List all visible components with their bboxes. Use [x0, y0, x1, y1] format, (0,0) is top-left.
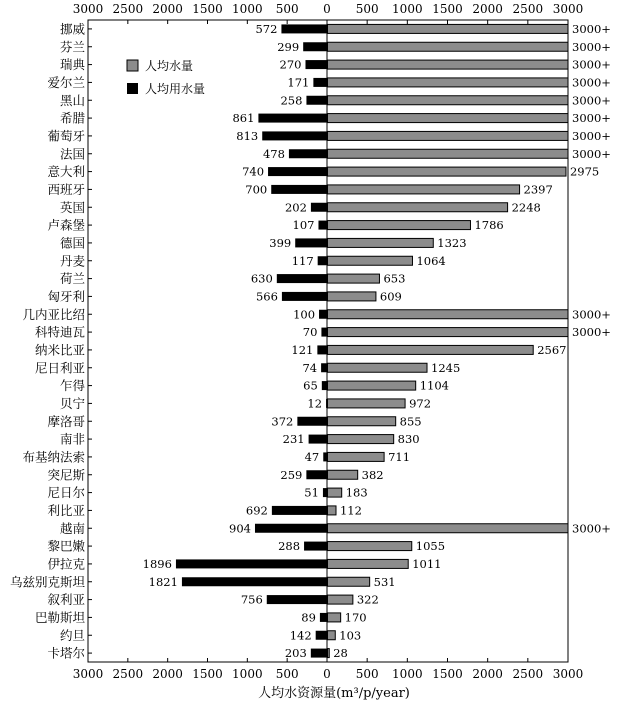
- bar-per-capita-use: [309, 435, 327, 444]
- bar-per-capita-water: [328, 60, 569, 69]
- value-label-per-capita-use: 259: [280, 467, 303, 482]
- value-label-per-capita-water: 1323: [437, 235, 467, 250]
- top-tick-label: 2000: [472, 2, 503, 16]
- bar-per-capita-use: [321, 328, 327, 337]
- value-label-per-capita-use: 692: [245, 503, 268, 518]
- value-label-per-capita-water: 972: [409, 396, 432, 411]
- category-label: 伊拉克: [47, 556, 85, 572]
- value-label-per-capita-use: 288: [278, 539, 301, 554]
- bar-per-capita-water: [328, 613, 341, 622]
- bar-per-capita-water: [328, 274, 380, 283]
- category-label: 尼日尔: [47, 485, 85, 501]
- bar-per-capita-use: [320, 613, 327, 622]
- value-label-per-capita-use: 258: [280, 93, 303, 108]
- value-label-per-capita-use: 117: [291, 253, 314, 268]
- value-label-per-capita-use: 756: [240, 592, 263, 607]
- value-label-per-capita-water: 28: [333, 646, 348, 661]
- bar-per-capita-water: [328, 238, 434, 247]
- value-label-per-capita-use: 65: [303, 378, 318, 393]
- bar-per-capita-use: [297, 417, 327, 426]
- bar-per-capita-use: [305, 60, 327, 69]
- category-label: 爱尔兰: [47, 74, 85, 90]
- bar-per-capita-water: [328, 488, 342, 497]
- category-label: 利比亚: [47, 502, 85, 518]
- bar-per-capita-water: [328, 649, 330, 658]
- bar-per-capita-use: [316, 631, 327, 640]
- legend-label-per-capita-use: 人均用水量: [145, 82, 206, 96]
- bar-per-capita-use: [311, 203, 327, 212]
- value-label-per-capita-water: 3000+: [572, 128, 611, 143]
- category-label: 英国: [59, 199, 85, 215]
- value-label-per-capita-use: 142: [289, 628, 312, 643]
- category-label: 尼日利亚: [34, 360, 85, 376]
- bar-per-capita-water: [328, 470, 358, 479]
- value-label-per-capita-water: 3000+: [572, 521, 611, 536]
- bar-per-capita-water: [328, 417, 396, 426]
- bar-per-capita-water: [328, 328, 569, 337]
- top-tick-label: 1000: [392, 2, 423, 16]
- bar-per-capita-use: [318, 221, 327, 230]
- category-label: 西班牙: [47, 181, 85, 197]
- category-label: 荷兰: [59, 271, 85, 287]
- value-label-per-capita-use: 572: [255, 21, 278, 36]
- value-label-per-capita-water: 1245: [431, 360, 461, 375]
- bar-per-capita-water: [328, 363, 428, 372]
- value-label-per-capita-use: 121: [291, 342, 314, 357]
- bar-per-capita-water: [328, 310, 569, 319]
- value-label-per-capita-use: 740: [242, 164, 265, 179]
- legend-swatch-per-capita-use: [127, 83, 138, 94]
- category-label: 突尼斯: [47, 467, 85, 483]
- category-label: 布基纳法索: [22, 449, 85, 465]
- bar-per-capita-use: [271, 185, 327, 194]
- bar-per-capita-use: [321, 363, 327, 372]
- bottom-tick-label: 2000: [472, 667, 503, 681]
- top-tick-label: 1000: [232, 2, 263, 16]
- value-label-per-capita-use: 630: [250, 271, 273, 286]
- value-label-per-capita-use: 478: [262, 146, 285, 161]
- bar-per-capita-water: [328, 24, 569, 33]
- bar-per-capita-use: [272, 506, 327, 515]
- bar-per-capita-water: [328, 542, 412, 551]
- bar-per-capita-use: [295, 238, 327, 247]
- value-label-per-capita-water: 382: [361, 467, 384, 482]
- bottom-tick-label: 2000: [152, 667, 183, 681]
- value-label-per-capita-use: 202: [284, 200, 307, 215]
- bar-per-capita-water: [328, 167, 566, 176]
- bar-per-capita-use: [303, 42, 327, 51]
- bar-per-capita-use: [282, 292, 327, 301]
- category-label: 挪威: [59, 21, 85, 37]
- value-label-per-capita-use: 231: [282, 432, 305, 447]
- bar-per-capita-use: [319, 310, 327, 319]
- category-label: 几内亚比绍: [22, 306, 85, 322]
- category-label: 芬兰: [59, 39, 85, 55]
- bar-per-capita-use: [289, 149, 327, 158]
- value-label-per-capita-use: 203: [284, 646, 307, 661]
- value-label-per-capita-water: 609: [379, 289, 402, 304]
- value-label-per-capita-water: 3000+: [572, 93, 611, 108]
- bar-per-capita-water: [328, 149, 569, 158]
- bottom-tick-label: 1000: [232, 667, 263, 681]
- bottom-tick-label: 0: [323, 667, 331, 681]
- category-label: 约旦: [59, 627, 85, 643]
- bottom-tick-label: 500: [355, 667, 379, 681]
- value-label-per-capita-water: 711: [388, 449, 411, 464]
- value-label-per-capita-use: 566: [255, 289, 278, 304]
- category-label: 乌兹别克斯坦: [9, 574, 85, 590]
- category-label: 科特迪瓦: [34, 324, 85, 340]
- value-label-per-capita-water: 1104: [419, 378, 449, 393]
- bar-per-capita-use: [313, 78, 327, 87]
- top-tick-label: 2500: [112, 2, 144, 16]
- category-label: 贝宁: [59, 395, 85, 411]
- value-label-per-capita-use: 299: [277, 39, 300, 54]
- bottom-tick-label: 500: [275, 667, 299, 681]
- bar-per-capita-use: [306, 470, 327, 479]
- value-label-per-capita-use: 399: [269, 235, 292, 250]
- bar-per-capita-water: [328, 96, 569, 105]
- bar-per-capita-water: [328, 185, 520, 194]
- bar-per-capita-water: [328, 42, 569, 51]
- value-label-per-capita-water: 3000+: [572, 75, 611, 90]
- value-label-per-capita-water: 322: [356, 592, 379, 607]
- value-label-per-capita-use: 1896: [142, 556, 172, 571]
- bar-per-capita-use: [255, 524, 327, 533]
- value-label-per-capita-water: 3000+: [572, 111, 611, 126]
- value-label-per-capita-water: 855: [399, 414, 422, 429]
- category-label: 瑞典: [59, 57, 85, 73]
- value-label-per-capita-use: 74: [302, 360, 318, 375]
- bar-per-capita-water: [328, 452, 385, 461]
- value-label-per-capita-water: 3000+: [572, 57, 611, 72]
- value-label-per-capita-water: 3000+: [572, 325, 611, 340]
- bar-per-capita-use: [258, 114, 327, 123]
- value-label-per-capita-water: 3000+: [572, 146, 611, 161]
- value-label-per-capita-use: 89: [301, 610, 316, 625]
- top-tick-label: 2000: [152, 2, 183, 16]
- category-label: 匈牙利: [47, 288, 85, 304]
- bar-per-capita-use: [267, 595, 327, 604]
- value-label-per-capita-water: 3000+: [572, 307, 611, 322]
- top-tick-label: 500: [275, 2, 299, 16]
- bar-per-capita-water: [328, 114, 569, 123]
- value-label-per-capita-use: 12: [307, 396, 323, 411]
- top-tick-label: 3000: [552, 2, 584, 16]
- value-label-per-capita-use: 904: [229, 521, 251, 536]
- value-label-per-capita-water: 2397: [523, 182, 553, 197]
- bottom-tick-label: 1000: [392, 667, 423, 681]
- value-label-per-capita-use: 100: [293, 307, 316, 322]
- category-label: 叙利亚: [47, 592, 85, 608]
- value-label-per-capita-water: 2975: [569, 164, 600, 179]
- bar-per-capita-water: [328, 399, 406, 408]
- value-label-per-capita-water: 1786: [474, 218, 504, 233]
- category-label: 意大利: [47, 164, 85, 180]
- value-label-per-capita-use: 107: [292, 218, 315, 233]
- category-label: 丹麦: [59, 253, 85, 269]
- value-label-per-capita-water: 1011: [412, 556, 442, 571]
- bar-per-capita-water: [328, 559, 409, 568]
- category-label: 法国: [59, 146, 85, 162]
- value-label-per-capita-water: 3000+: [572, 21, 611, 36]
- bar-per-capita-use: [323, 452, 327, 461]
- bar-per-capita-use: [318, 256, 327, 265]
- bar-per-capita-water: [328, 131, 569, 140]
- legend: [127, 58, 205, 96]
- value-label-per-capita-use: 1821: [148, 574, 178, 589]
- value-label-per-capita-use: 171: [287, 75, 310, 90]
- category-label: 乍得: [59, 378, 85, 394]
- bar-per-capita-water: [328, 577, 370, 586]
- bar-per-capita-use: [262, 131, 327, 140]
- bar-per-capita-use: [311, 649, 327, 658]
- value-label-per-capita-water: 183: [345, 485, 368, 500]
- bar-per-capita-use: [268, 167, 327, 176]
- top-tick-label: 3000: [72, 2, 104, 16]
- bar-per-capita-water: [328, 221, 471, 230]
- bar-per-capita-water: [328, 435, 394, 444]
- category-label: 希腊: [59, 110, 85, 126]
- value-label-per-capita-water: 1055: [415, 539, 446, 554]
- category-label: 摩洛哥: [47, 413, 85, 429]
- value-label-per-capita-water: 1064: [416, 253, 446, 268]
- bar-per-capita-water: [328, 595, 353, 604]
- value-label-per-capita-use: 270: [279, 57, 302, 72]
- legend-label-per-capita-water: 人均水量: [145, 59, 194, 73]
- bar-per-capita-use: [304, 542, 327, 551]
- value-label-per-capita-water: 653: [383, 271, 406, 286]
- value-label-per-capita-use: 861: [232, 111, 255, 126]
- bar-per-capita-use: [317, 345, 327, 354]
- bar-per-capita-water: [328, 345, 534, 354]
- top-tick-label: 1500: [432, 2, 463, 16]
- value-label-per-capita-water: 103: [339, 628, 362, 643]
- value-label-per-capita-water: 830: [397, 432, 420, 447]
- value-label-per-capita-use: 70: [302, 325, 318, 340]
- value-label-per-capita-water: 170: [344, 610, 367, 625]
- bar-per-capita-water: [328, 631, 336, 640]
- category-label: 卢森堡: [47, 217, 85, 233]
- bottom-tick-label: 1500: [192, 667, 223, 681]
- top-tick-label: 2500: [512, 2, 544, 16]
- value-label-per-capita-water: 3000+: [572, 39, 611, 54]
- bar-per-capita-water: [328, 203, 508, 212]
- bar-per-capita-use: [323, 488, 327, 497]
- top-tick-label: 0: [323, 2, 331, 16]
- value-label-per-capita-use: 47: [304, 449, 320, 464]
- bar-per-capita-use: [182, 577, 327, 586]
- x-axis-title: 人均水资源量(m³/p/year): [258, 686, 410, 701]
- bottom-tick-label: 2500: [112, 667, 144, 681]
- bar-per-capita-use: [176, 559, 327, 568]
- bottom-tick-label: 3000: [552, 667, 584, 681]
- category-label: 巴勒斯坦: [34, 609, 85, 625]
- value-label-per-capita-use: 700: [245, 182, 268, 197]
- bar-per-capita-use: [277, 274, 327, 283]
- category-label: 纳米比亚: [34, 342, 85, 358]
- top-tick-label: 1500: [192, 2, 223, 16]
- bottom-tick-label: 1500: [432, 667, 463, 681]
- value-label-per-capita-water: 2567: [537, 342, 567, 357]
- bar-per-capita-water: [328, 256, 413, 265]
- category-label: 越南: [59, 520, 85, 536]
- value-label-per-capita-water: 2248: [511, 200, 541, 215]
- value-label-per-capita-water: 531: [373, 574, 396, 589]
- category-label: 南非: [59, 431, 85, 447]
- category-label: 卡塔尔: [47, 645, 85, 661]
- bottom-tick-label: 3000: [72, 667, 104, 681]
- bar-per-capita-use: [306, 96, 327, 105]
- top-tick-label: 500: [355, 2, 379, 16]
- bar-per-capita-water: [328, 506, 336, 515]
- bottom-tick-label: 2500: [512, 667, 544, 681]
- value-label-per-capita-use: 813: [236, 128, 259, 143]
- bar-per-capita-water: [328, 524, 569, 533]
- value-label-per-capita-use: 51: [304, 485, 319, 500]
- bar-per-capita-water: [328, 78, 569, 87]
- category-label: 德国: [59, 235, 85, 251]
- bar-per-capita-water: [328, 381, 416, 390]
- value-label-per-capita-water: 112: [339, 503, 362, 518]
- category-label: 葡萄牙: [47, 128, 85, 144]
- bar-per-capita-use: [322, 381, 327, 390]
- category-label: 黎巴嫩: [47, 538, 85, 554]
- category-label: 黑山: [59, 92, 85, 108]
- bar-per-capita-water: [328, 292, 376, 301]
- bar-per-capita-use: [281, 24, 327, 33]
- legend-swatch-per-capita-water: [127, 60, 138, 71]
- value-label-per-capita-use: 372: [271, 414, 294, 429]
